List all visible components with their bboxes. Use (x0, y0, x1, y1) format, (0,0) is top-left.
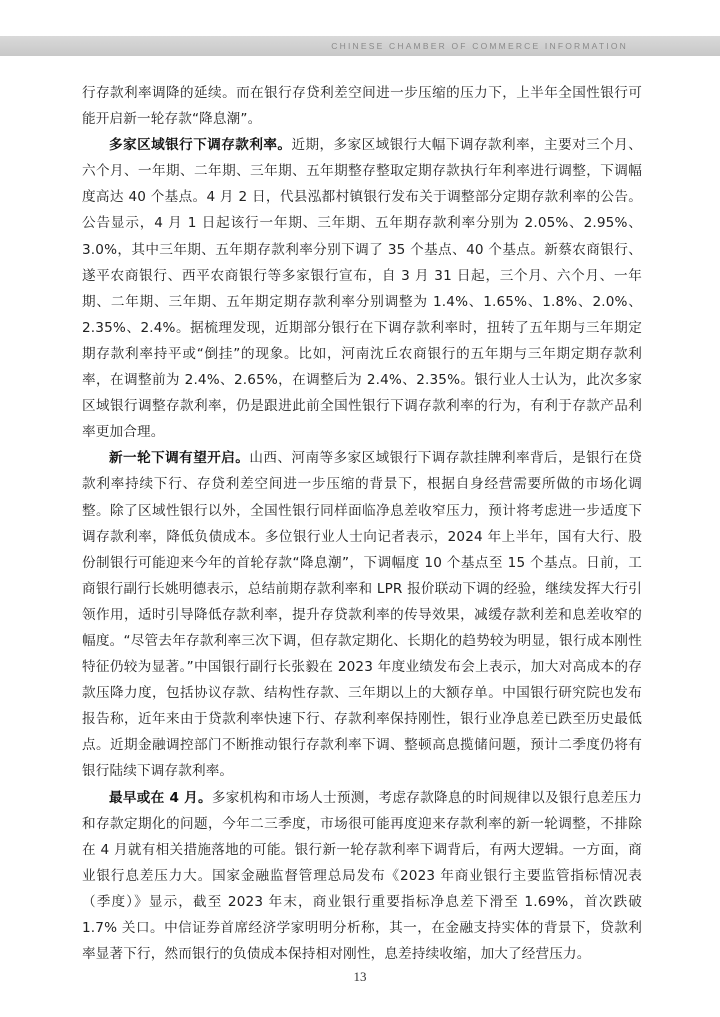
paragraph-april (82, 785, 642, 968)
paragraph-text: 多家机构和市场人士预测，考虑存款降息的时间规律以及银行息差压力和存款定期化的问题，今年二三季度，市场很可能再度迎来存款利率的新一轮调整，不排除在 4 月就有相关措施落地的可能。银行新一轮存款利率下调背后，有两大逻辑。一方面，商业银行息差压力大。国家金融监督管理总局发布《2023 年商业银行主要监管指标情况表（季度）》显示，截至 2023 年末，商业银行重要指标净息差下滑至 1.69%，首次跌破 1.7% 关口。中信证券首席经济学家明明分析称，其一，在金融支持实体的背景下，贷款利率显著下行，然而银行的负债成本保持相对刚性，息差持续收缩，加大了经营压力。 (82, 789, 642, 963)
paragraph-continuation (82, 80, 642, 132)
page-number: 13 (353, 969, 367, 984)
paragraph-text: 近期，多家区域银行大幅下调存款利率，主要对三个月、六个月、一年期、二年期、三年期、五年期整存整取定期存款执行年利率进行调整，下调幅度高达 40 个基点。4 月 2 日，代县泓都村镇银行发布关于调整部分定期存款利率的公告。公告显示，4 月 1 日起该行一年期、三年期、五年期存款利率分别为 2.05%、2.95%、3.0%，其中三年期、五年期存款利率分别下调了 35 个基点、40 个基点。新蔡农商银行、遂平农商银行、西平农商银行等多家银行宣布，自 3 月 31 日起，三个月、六个月、一年期、二年期、三年期、五年期定期存款利率分别调整为 1.4%、1.65%、1.8%、2.0%、2.35%、2.4%。据梳理发现，近期部分银行在下调存款利率时，扭转了五年期与三年期定期存款利率持平或“倒挂”的现象。比如，河南沈丘农商银行的五年期与三年期定期存款利率，在调整前为 2.4%、2.65%，在调整后为 2.4%、2.35%。银行业人士认为，此次多家区域银行调整存款利率，仍是跟进此前全国性银行下调存款利率的行为，有利于存款产品利率更加合理。 (82, 137, 643, 441)
article-body (82, 80, 642, 967)
paragraph-new-round (82, 445, 642, 784)
running-header: CHINESE CHAMBER OF COMMERCE INFORMATION (331, 41, 628, 51)
paragraph-lead: 新一轮下调有望开启。 (109, 450, 250, 467)
paragraph-regional-banks (82, 132, 642, 445)
paragraph-text: 行存款利率调降的延续。而在银行存贷利差空间进一步压缩的压力下，上半年全国性银行可能开启新一轮存款“降息潮”。 (82, 85, 642, 128)
paragraph-lead: 多家区域银行下调存款利率。 (109, 137, 292, 154)
paragraph-text: 山西、河南等多家区域银行下调存款挂牌利率背后，是银行在贷款利率持续下行、存贷利差空间进一步压缩的背景下，根据自身经营需要所做的市场化调整。除了区域性银行以外，全国性银行同样面临净息差收窄压力，预计将考虑进一步适度下调存款利率，降低负债成本。多位银行业人士向记者表示，2024 年上半年，国有大行、股份制银行可能迎来今年的首轮存款“降息潮”，下调幅度 10 个基点至 15 个基点。日前，工商银行副行长姚明德表示，总结前期存款利率和 LPR 报价联动下调的经验，继续发挥大行引领作用，适时引导降低存款利率，提升存贷款利率的传导效果，减缓存款利差和息差收窄的幅度。“尽管去年存款利率三次下调，但存款定期化、长期化的趋势较为明显，银行成本刚性特征仍较为显著。”中国银行副行长张毅在 2023 年度业绩发布会上表示，加大对高成本的存款压降力度，包括协议存款、结构性存款、三年期以上的大额存单。中国银行研究院也发布报告称，近年来由于贷款利率快速下行、存款利率保持刚性，银行业净息差已跌至历史最低点。近期金融调控部门不断推动银行存款利率下调、整顿高息揽储问题，预计二季度仍将有银行陆续下调存款利率。 (82, 450, 642, 780)
paragraph-lead: 最早或在 4 月。 (109, 789, 212, 806)
